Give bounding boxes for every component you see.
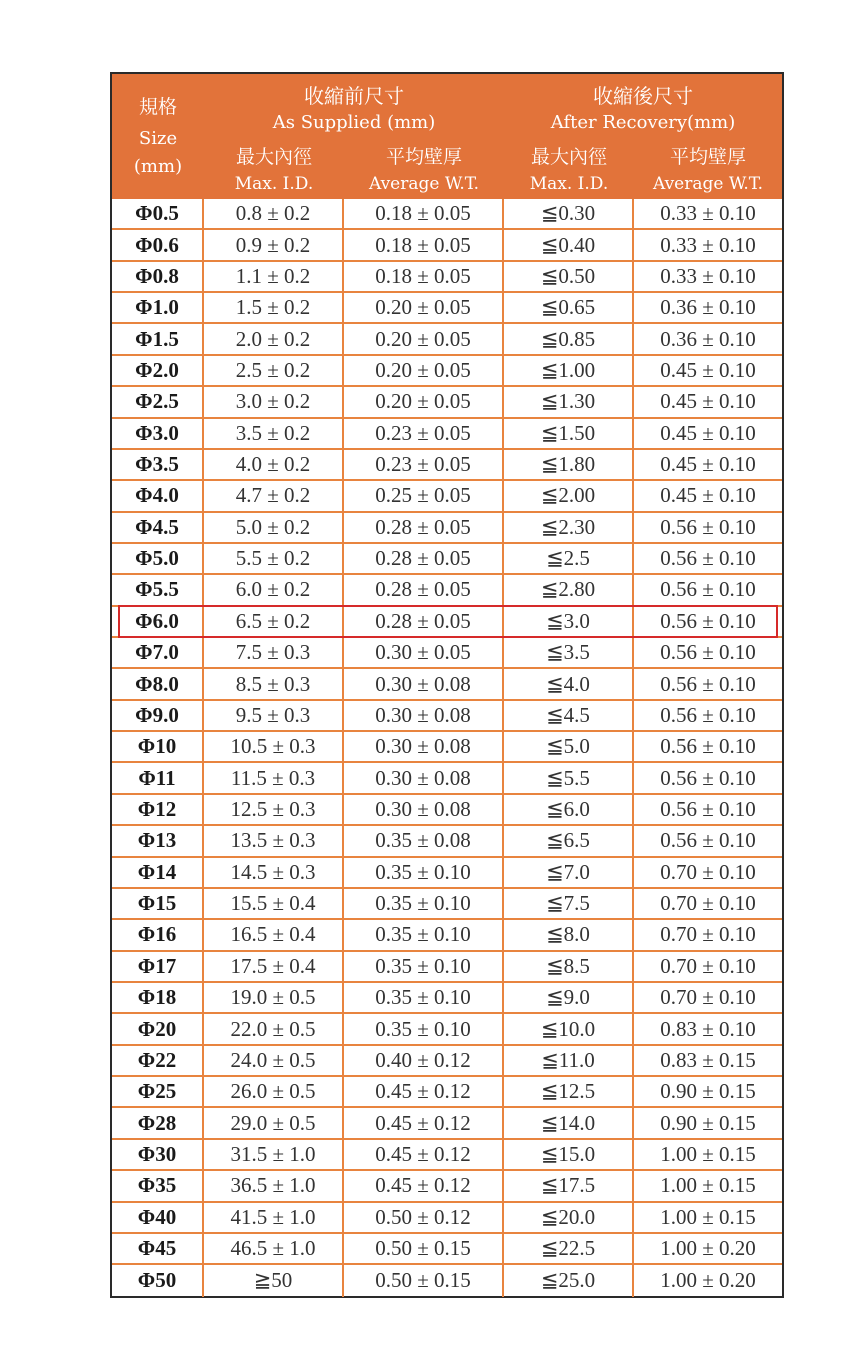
cell-recovery-avg-wt: 0.33 ± 0.10 — [660, 232, 756, 257]
header-col2-en: Average W.T. — [368, 174, 479, 194]
table-row — [112, 763, 782, 794]
table-row — [112, 262, 782, 293]
table-row — [112, 1108, 782, 1139]
cell-supplied-avg-wt: 0.45 ± 0.12 — [344, 1077, 504, 1106]
cell-size: Φ4.5 — [112, 513, 204, 542]
table-row — [112, 701, 782, 732]
cell-size: Φ22 — [112, 1046, 204, 1075]
cell-supplied-avg-wt: 0.23 ± 0.05 — [344, 450, 504, 479]
cell-supplied-max-id: 6.5 ± 0.2 — [204, 607, 344, 636]
cell-supplied-avg-wt: 0.35 ± 0.10 — [344, 952, 504, 981]
cell-recovery-avg-wt: 0.90 ± 0.15 — [660, 1079, 756, 1104]
cell-recovery-max-id: ≦20.0 — [504, 1203, 634, 1232]
table-row — [112, 450, 782, 481]
cell-supplied-max-id: 3.5 ± 0.2 — [204, 419, 344, 448]
cell-recovery-avg-wt: 0.45 ± 0.10 — [660, 452, 756, 477]
cell-recovery-avg-wt: 1.00 ± 0.15 — [660, 1173, 756, 1198]
cell-supplied-avg-wt: 0.35 ± 0.10 — [344, 858, 504, 887]
table-row — [112, 826, 782, 857]
cell-supplied-avg-wt: 0.30 ± 0.08 — [344, 763, 504, 792]
cell-supplied-max-id: 22.0 ± 0.5 — [204, 1014, 344, 1043]
cell-recovery-max-id: ≦0.85 — [504, 324, 634, 353]
cell-size: Φ16 — [112, 920, 204, 949]
header-size-zh: 規格 — [138, 96, 177, 118]
cell-supplied-avg-wt: 0.30 ± 0.05 — [344, 638, 504, 667]
cell-supplied-avg-wt: 0.50 ± 0.15 — [344, 1265, 504, 1296]
table-row — [112, 669, 782, 700]
cell-recovery-avg-wt: 0.56 ± 0.10 — [660, 765, 756, 790]
cell-recovery-avg-wt: 0.83 ± 0.10 — [660, 1016, 756, 1041]
table-row — [112, 1046, 782, 1077]
table-row — [112, 230, 782, 261]
cell-size: Φ30 — [112, 1140, 204, 1169]
cell-supplied-avg-wt: 0.30 ± 0.08 — [344, 795, 504, 824]
table-row — [112, 387, 782, 418]
cell-supplied-max-id: 26.0 ± 0.5 — [204, 1077, 344, 1106]
cell-supplied-avg-wt: 0.35 ± 0.10 — [344, 983, 504, 1012]
cell-recovery-avg-wt: 0.70 ± 0.10 — [660, 922, 756, 947]
cell-size: Φ11 — [112, 763, 204, 792]
cell-recovery-avg-wt: 0.90 ± 0.15 — [660, 1110, 756, 1135]
cell-supplied-avg-wt: 0.45 ± 0.12 — [344, 1171, 504, 1200]
table-row — [112, 324, 782, 355]
cell-size: Φ25 — [112, 1077, 204, 1106]
cell-recovery-avg-wt: 0.70 ± 0.10 — [660, 985, 756, 1010]
header-recovery-zh: 收縮後尺寸 — [593, 84, 693, 108]
cell-supplied-max-id: 4.7 ± 0.2 — [204, 481, 344, 510]
cell-size: Φ35 — [112, 1171, 204, 1200]
header-size-unit: (mm) — [133, 156, 183, 177]
cell-supplied-max-id: 0.8 ± 0.2 — [204, 199, 344, 228]
cell-recovery-avg-wt: 0.56 ± 0.10 — [660, 702, 756, 727]
cell-recovery-avg-wt: 0.56 ± 0.10 — [660, 608, 756, 633]
spec-table — [110, 72, 784, 1298]
table-row — [112, 1077, 782, 1108]
cell-recovery-max-id: ≦15.0 — [504, 1140, 634, 1169]
cell-supplied-max-id: 8.5 ± 0.3 — [204, 669, 344, 698]
table-row — [112, 795, 782, 826]
cell-size: Φ1.5 — [112, 324, 204, 353]
cell-recovery-avg-wt: 1.00 ± 0.20 — [660, 1236, 756, 1261]
cell-size: Φ2.0 — [112, 356, 204, 385]
cell-supplied-max-id: 31.5 ± 1.0 — [204, 1140, 344, 1169]
cell-supplied-avg-wt: 0.28 ± 0.05 — [344, 575, 504, 604]
cell-recovery-max-id: ≦11.0 — [504, 1046, 634, 1075]
cell-recovery-avg-wt: 0.45 ± 0.10 — [660, 483, 756, 508]
cell-supplied-max-id: 5.0 ± 0.2 — [204, 513, 344, 542]
cell-recovery-max-id: ≦5.5 — [504, 763, 634, 792]
cell-recovery-avg-wt: 0.56 ± 0.10 — [660, 671, 756, 696]
cell-size: Φ13 — [112, 826, 204, 855]
cell-supplied-max-id: 24.0 ± 0.5 — [204, 1046, 344, 1075]
table-row — [112, 1203, 782, 1234]
cell-recovery-max-id: ≦25.0 — [504, 1265, 634, 1296]
cell-size: Φ50 — [112, 1265, 204, 1296]
cell-supplied-max-id: 41.5 ± 1.0 — [204, 1203, 344, 1232]
cell-recovery-max-id: ≦22.5 — [504, 1234, 634, 1263]
cell-recovery-max-id: ≦10.0 — [504, 1014, 634, 1043]
cell-size: Φ1.0 — [112, 293, 204, 322]
cell-supplied-avg-wt: 0.30 ± 0.08 — [344, 669, 504, 698]
cell-size: Φ7.0 — [112, 638, 204, 667]
cell-supplied-max-id: 7.5 ± 0.3 — [204, 638, 344, 667]
cell-size: Φ3.0 — [112, 419, 204, 448]
cell-supplied-max-id: 1.5 ± 0.2 — [204, 293, 344, 322]
cell-recovery-max-id: ≦1.80 — [504, 450, 634, 479]
cell-supplied-max-id: 3.0 ± 0.2 — [204, 387, 344, 416]
cell-recovery-max-id: ≦2.30 — [504, 513, 634, 542]
cell-supplied-max-id: ≧50 — [204, 1265, 344, 1296]
table-row — [112, 356, 782, 387]
table-row — [112, 419, 782, 450]
table-row — [112, 575, 782, 606]
cell-supplied-avg-wt: 0.18 ± 0.05 — [344, 199, 504, 228]
cell-supplied-avg-wt: 0.28 ± 0.05 — [344, 607, 504, 636]
cell-recovery-max-id: ≦1.00 — [504, 356, 634, 385]
cell-recovery-max-id: ≦1.30 — [504, 387, 634, 416]
cell-recovery-max-id: ≦0.40 — [504, 230, 634, 259]
cell-recovery-avg-wt: 0.45 ± 0.10 — [660, 357, 756, 382]
header-supplied-en: As Supplied (mm) — [272, 112, 436, 133]
cell-recovery-max-id: ≦3.0 — [504, 607, 634, 636]
cell-recovery-max-id: ≦14.0 — [504, 1108, 634, 1137]
cell-recovery-avg-wt: 0.83 ± 0.15 — [660, 1047, 756, 1072]
cell-recovery-avg-wt: 0.56 ± 0.10 — [660, 546, 756, 571]
cell-supplied-max-id: 15.5 ± 0.4 — [204, 889, 344, 918]
cell-recovery-max-id: ≦2.00 — [504, 481, 634, 510]
cell-supplied-avg-wt: 0.20 ± 0.05 — [344, 324, 504, 353]
header-col1-zh: 最大內徑 — [235, 146, 312, 168]
table-row — [112, 481, 782, 512]
cell-supplied-max-id: 14.5 ± 0.3 — [204, 858, 344, 887]
table-row — [112, 293, 782, 324]
cell-supplied-max-id: 11.5 ± 0.3 — [204, 763, 344, 792]
cell-recovery-avg-wt: 0.56 ± 0.10 — [660, 797, 756, 821]
cell-recovery-max-id: ≦4.0 — [504, 669, 634, 698]
cell-recovery-avg-wt: 1.00 ± 0.20 — [660, 1268, 756, 1293]
cell-recovery-max-id: ≦17.5 — [504, 1171, 634, 1200]
cell-size: Φ0.6 — [112, 230, 204, 259]
table-row — [112, 638, 782, 669]
cell-recovery-avg-wt: 0.70 ± 0.10 — [660, 953, 756, 978]
cell-recovery-max-id: ≦9.0 — [504, 983, 634, 1012]
cell-recovery-max-id: ≦12.5 — [504, 1077, 634, 1106]
cell-recovery-max-id: ≦2.80 — [504, 575, 634, 604]
table-row — [112, 1171, 782, 1202]
cell-recovery-avg-wt: 0.45 ± 0.10 — [660, 420, 756, 445]
cell-recovery-max-id: ≦1.50 — [504, 419, 634, 448]
cell-recovery-avg-wt: 0.70 ± 0.10 — [660, 859, 756, 884]
cell-recovery-max-id: ≦3.5 — [504, 638, 634, 667]
cell-supplied-max-id: 2.0 ± 0.2 — [204, 324, 344, 353]
cell-recovery-max-id: ≦2.5 — [504, 544, 634, 573]
table-row — [112, 732, 782, 763]
table-header — [112, 74, 782, 199]
cell-recovery-avg-wt: 0.70 ± 0.10 — [660, 891, 756, 916]
cell-supplied-avg-wt: 0.18 ± 0.05 — [344, 230, 504, 259]
cell-supplied-max-id: 5.5 ± 0.2 — [204, 544, 344, 573]
header-col4-en: Average W.T. — [652, 174, 763, 194]
cell-recovery-max-id: ≦6.0 — [504, 795, 634, 824]
cell-supplied-max-id: 29.0 ± 0.5 — [204, 1108, 344, 1137]
cell-size: Φ15 — [112, 889, 204, 918]
cell-supplied-avg-wt: 0.45 ± 0.12 — [344, 1108, 504, 1137]
cell-supplied-max-id: 6.0 ± 0.2 — [204, 575, 344, 604]
cell-size: Φ10 — [112, 732, 204, 761]
table-row — [112, 983, 782, 1014]
cell-supplied-max-id: 17.5 ± 0.4 — [204, 952, 344, 981]
cell-supplied-avg-wt: 0.20 ± 0.05 — [344, 356, 504, 385]
cell-size: Φ18 — [112, 983, 204, 1012]
table-row — [112, 858, 782, 889]
cell-recovery-avg-wt: 1.00 ± 0.15 — [660, 1204, 756, 1229]
cell-recovery-avg-wt: 0.45 ± 0.10 — [660, 389, 756, 414]
cell-recovery-max-id: ≦5.0 — [504, 732, 634, 761]
cell-recovery-max-id: ≦0.50 — [504, 262, 634, 291]
cell-supplied-avg-wt: 0.35 ± 0.10 — [344, 889, 504, 918]
cell-supplied-avg-wt: 0.30 ± 0.08 — [344, 701, 504, 730]
table-row — [112, 513, 782, 544]
cell-supplied-max-id: 4.0 ± 0.2 — [204, 450, 344, 479]
cell-supplied-max-id: 10.5 ± 0.3 — [204, 732, 344, 761]
table-row — [112, 920, 782, 951]
cell-size: Φ9.0 — [112, 701, 204, 730]
header-col3-zh: 最大內徑 — [530, 146, 607, 168]
header-col1-en: Max. I.D. — [234, 174, 314, 194]
cell-supplied-avg-wt: 0.25 ± 0.05 — [344, 481, 504, 510]
cell-supplied-max-id: 13.5 ± 0.3 — [204, 826, 344, 855]
cell-recovery-max-id: ≦7.5 — [504, 889, 634, 918]
cell-supplied-max-id: 2.5 ± 0.2 — [204, 356, 344, 385]
cell-recovery-max-id: ≦8.0 — [504, 920, 634, 949]
cell-supplied-avg-wt: 0.23 ± 0.05 — [344, 419, 504, 448]
cell-size: Φ6.0 — [112, 607, 204, 636]
cell-recovery-avg-wt: 0.56 ± 0.10 — [660, 734, 756, 759]
table-row — [112, 607, 782, 638]
table-row — [112, 1234, 782, 1265]
cell-recovery-avg-wt: 0.33 ± 0.10 — [660, 201, 756, 226]
cell-size: Φ28 — [112, 1108, 204, 1137]
cell-supplied-max-id: 46.5 ± 1.0 — [204, 1234, 344, 1263]
cell-supplied-avg-wt: 0.30 ± 0.08 — [344, 732, 504, 761]
cell-recovery-max-id: ≦7.0 — [504, 858, 634, 887]
cell-supplied-avg-wt: 0.35 ± 0.08 — [344, 826, 504, 855]
header-recovery-en: After Recovery(mm) — [550, 112, 736, 133]
cell-size: Φ17 — [112, 952, 204, 981]
cell-size: Φ45 — [112, 1234, 204, 1263]
table-row — [112, 1265, 782, 1296]
cell-supplied-avg-wt: 0.28 ± 0.05 — [344, 513, 504, 542]
cell-supplied-max-id: 36.5 ± 1.0 — [204, 1171, 344, 1200]
cell-recovery-avg-wt: 0.36 ± 0.10 — [660, 295, 756, 320]
cell-size: Φ5.0 — [112, 544, 204, 573]
header-col3-en: Max. I.D. — [529, 174, 609, 194]
cell-supplied-avg-wt: 0.28 ± 0.05 — [344, 544, 504, 573]
table-row — [112, 544, 782, 575]
cell-supplied-avg-wt: 0.45 ± 0.12 — [344, 1140, 504, 1169]
cell-recovery-avg-wt: 0.33 ± 0.10 — [660, 263, 756, 288]
cell-size: Φ12 — [112, 795, 204, 824]
cell-size: Φ3.5 — [112, 450, 204, 479]
cell-supplied-avg-wt: 0.20 ± 0.05 — [344, 293, 504, 322]
cell-supplied-avg-wt: 0.20 ± 0.05 — [344, 387, 504, 416]
cell-supplied-avg-wt: 0.40 ± 0.12 — [344, 1046, 504, 1075]
cell-size: Φ2.5 — [112, 387, 204, 416]
cell-size: Φ8.0 — [112, 669, 204, 698]
cell-recovery-avg-wt: 0.56 ± 0.10 — [660, 640, 756, 665]
table-row — [112, 199, 782, 230]
table-row — [112, 952, 782, 983]
cell-supplied-max-id: 12.5 ± 0.3 — [204, 795, 344, 824]
cell-recovery-max-id: ≦8.5 — [504, 952, 634, 981]
cell-recovery-avg-wt: 0.36 ± 0.10 — [660, 326, 756, 351]
cell-size: Φ4.0 — [112, 481, 204, 510]
cell-recovery-avg-wt: 0.56 ± 0.10 — [660, 514, 756, 539]
cell-supplied-avg-wt: 0.35 ± 0.10 — [344, 920, 504, 949]
cell-supplied-max-id: 0.9 ± 0.2 — [204, 230, 344, 259]
cell-recovery-max-id: ≦4.5 — [504, 701, 634, 730]
header-col2-zh: 平均壁厚 — [385, 146, 462, 168]
cell-supplied-avg-wt: 0.35 ± 0.10 — [344, 1014, 504, 1043]
cell-recovery-avg-wt: 0.56 ± 0.10 — [660, 828, 756, 853]
table-row — [112, 1140, 782, 1171]
header-supplied-zh: 收縮前尺寸 — [304, 84, 404, 108]
cell-supplied-avg-wt: 0.50 ± 0.15 — [344, 1234, 504, 1263]
cell-supplied-max-id: 19.0 ± 0.5 — [204, 983, 344, 1012]
cell-supplied-max-id: 16.5 ± 0.4 — [204, 920, 344, 949]
table-row — [112, 1014, 782, 1045]
cell-size: Φ5.5 — [112, 575, 204, 604]
cell-recovery-max-id: ≦0.65 — [504, 293, 634, 322]
header-col4-zh: 平均壁厚 — [669, 146, 746, 168]
cell-recovery-max-id: ≦6.5 — [504, 826, 634, 855]
cell-recovery-max-id: ≦0.30 — [504, 199, 634, 228]
cell-size: Φ0.8 — [112, 262, 204, 291]
cell-supplied-avg-wt: 0.50 ± 0.12 — [344, 1203, 504, 1232]
header-size-en: Size — [138, 128, 178, 149]
table-body — [112, 199, 782, 1297]
table-row — [112, 889, 782, 920]
cell-size: Φ20 — [112, 1014, 204, 1043]
cell-supplied-max-id: 9.5 ± 0.3 — [204, 701, 344, 730]
cell-size: Φ0.5 — [112, 199, 204, 228]
cell-size: Φ40 — [112, 1203, 204, 1232]
cell-recovery-avg-wt: 1.00 ± 0.15 — [660, 1141, 756, 1166]
cell-supplied-avg-wt: 0.18 ± 0.05 — [344, 262, 504, 291]
cell-recovery-avg-wt: 0.56 ± 0.10 — [660, 577, 756, 602]
cell-size: Φ14 — [112, 858, 204, 887]
cell-supplied-max-id: 1.1 ± 0.2 — [204, 262, 344, 291]
